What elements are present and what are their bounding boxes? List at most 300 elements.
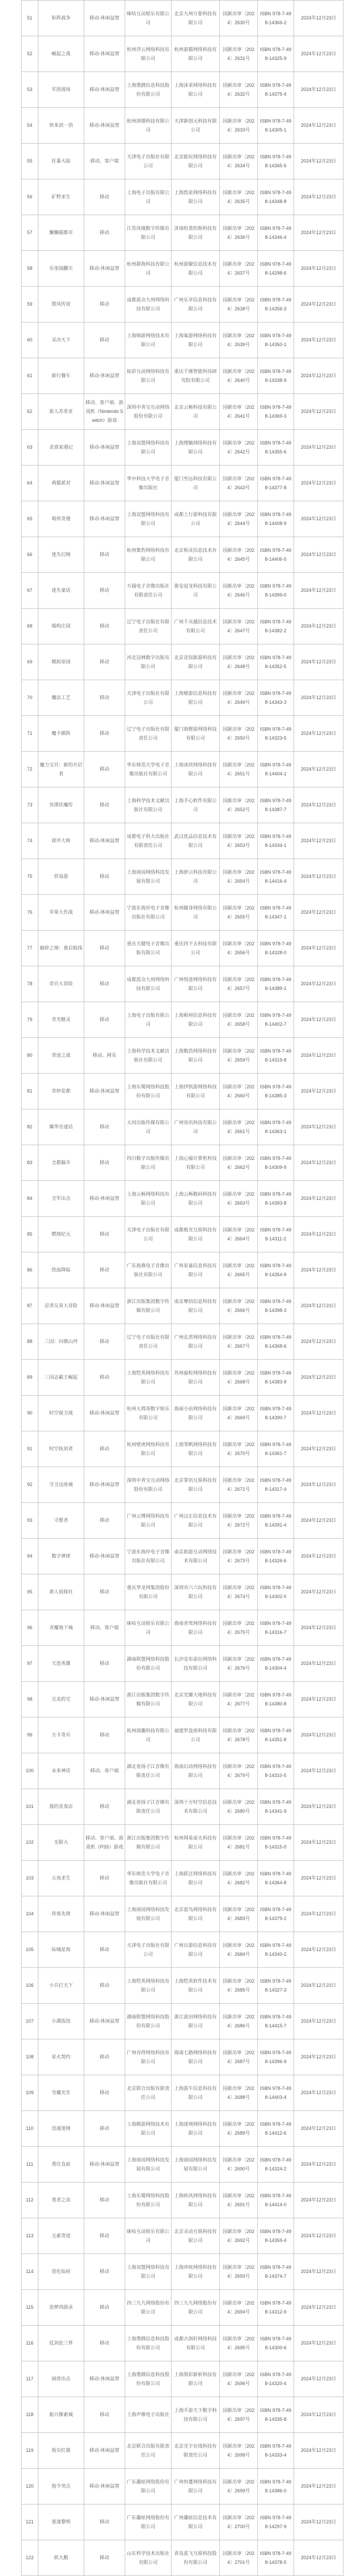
cell-approval-date: 2024年12月23日 (294, 394, 344, 430)
cell-index: 88 (22, 1324, 38, 1360)
cell-publisher: 上海鹤游网络技术有限公司 (125, 2111, 172, 2147)
cell-publisher: 上海声像电子出版社 (125, 2397, 172, 2433)
cell-publisher: 广东海燕电子音像出版社有限公司 (125, 1252, 172, 1288)
cell-isbn: ISBN 978-7-498-14340-2 (258, 1932, 294, 1968)
cell-approval-date: 2024年12月23日 (294, 1646, 344, 1682)
cell-publisher: 浙江出版集团数字传媒有限公司 (125, 1825, 172, 1861)
cell-isbn: ISBN 978-7-498-14375-4 (258, 72, 294, 108)
cell-game-name: 狂暴大陆 (38, 144, 84, 179)
cell-game-name: 美食家漫记 (38, 430, 84, 466)
cell-publisher: 广东趣炫网络股份有限公司 (125, 2504, 172, 2540)
cell-index: 72 (22, 752, 38, 787)
cell-publisher: 上海商国网络科技发展有限公司 (125, 859, 172, 895)
cell-game-name: 指尖红娘 (38, 2433, 84, 2469)
cell-isbn: ISBN 978-7-498-14310-5 (258, 1753, 294, 1789)
cell-isbn: ISBN 978-7-498-14391-4 (258, 1503, 294, 1539)
cell-index: 54 (22, 108, 38, 144)
table-row (22, 1896, 344, 1932)
cell-game-type: 移动 (84, 644, 125, 680)
cell-isbn: ISBN 978-7-498-14320-4 (258, 2361, 294, 2397)
cell-approval-number: 国新出审〔2024〕2675号 (220, 1610, 258, 1646)
cell-approval-number: 国新出审〔2024〕2640号 (220, 358, 258, 394)
cell-operator: 苏州旋粒网络科技有限公司 (172, 1360, 220, 1396)
table-row (22, 1074, 344, 1109)
cell-publisher: 杭州润德科技有限公司 (125, 108, 172, 144)
cell-operator: 北京光耀大地科技有限公司 (172, 1682, 220, 1718)
cell-game-name: 造化仙府 (38, 2254, 84, 2290)
cell-publisher: 重庆天健电子音像出版有限公司 (125, 931, 172, 966)
cell-approval-number: 国新出审〔2024〕2650号 (220, 716, 258, 752)
cell-approval-number: 国新出审〔2024〕2663号 (220, 1181, 258, 1217)
cell-operator: 北京九州万象科技有限公司 (172, 1, 220, 36)
cell-operator: 长沙安布雷拉网络科技有限公司 (172, 1646, 220, 1682)
cell-isbn: ISBN 978-7-498-14393-8 (258, 1181, 294, 1217)
cell-publisher: 天津电子出版社有限公司 (125, 144, 172, 179)
cell-game-type: 移动 (84, 287, 125, 322)
cell-approval-number: 国新出审〔2024〕2673号 (220, 1539, 258, 1574)
cell-index: 115 (22, 2290, 38, 2326)
cell-index: 112 (22, 2183, 38, 2218)
cell-game-name: 萌侠奇遇 (38, 501, 84, 537)
cell-game-name: 热血降临 (38, 1252, 84, 1288)
cell-publisher: 四川数字出版传媒有限公司 (125, 1145, 172, 1181)
cell-approval-date: 2024年12月23日 (294, 966, 344, 1002)
cell-operator: 广州容讯科技有限公司 (172, 1109, 220, 1145)
cell-publisher: 方圆电子音像出版社有限责任公司 (125, 573, 172, 609)
cell-operator: 上海游牛信息科技有限公司 (172, 2075, 220, 2111)
cell-publisher: 成都蓝众九州网络科技有限公司 (125, 287, 172, 322)
cell-approval-date: 2024年12月23日 (294, 895, 344, 931)
cell-publisher: 杭州浮云网络科技有限公司 (125, 36, 172, 72)
cell-publisher: 大同出版传媒有限公司 (125, 1109, 172, 1145)
cell-game-type: 移动 (84, 2397, 125, 2433)
cell-approval-date: 2024年12月23日 (294, 1718, 344, 1753)
cell-index: 95 (22, 1574, 38, 1610)
cell-operator: 重庆四下去科技有限公司 (172, 931, 220, 966)
cell-game-type: 移动-休闲益智 (84, 1074, 125, 1109)
cell-isbn: ISBN 978-7-498-14351-8 (258, 1718, 294, 1753)
cell-isbn: ISBN 978-7-498-14348-8 (258, 179, 294, 215)
cell-index: 80 (22, 1038, 38, 1074)
cell-approval-number: 国新出审〔2024〕2680号 (220, 1789, 258, 1825)
cell-approval-number: 国新出审〔2024〕2660号 (220, 1074, 258, 1109)
cell-isbn: ISBN 978-7-498-14402-7 (258, 1002, 294, 1038)
cell-isbn: ISBN 978-7-498-14361-7 (258, 1431, 294, 1467)
cell-isbn: ISBN 978-7-498-14323-5 (258, 716, 294, 752)
cell-game-name: 燃烧纪元 (38, 1217, 84, 1252)
cell-isbn: ISBN 978-7-498-14416-4 (258, 859, 294, 895)
cell-game-name: 奇兵大冒险 (38, 966, 84, 1002)
table-row (22, 72, 344, 108)
cell-operator: 广州恒蔓网络科技有限公司 (172, 2469, 220, 2504)
table-row (22, 36, 344, 72)
cell-isbn: ISBN 978-7-498-14364-8 (258, 1861, 294, 1896)
cell-approval-number: 国新出审〔2024〕2701号 (220, 2540, 258, 2576)
cell-index: 102 (22, 1825, 38, 1861)
cell-operator: 杭州游猫网络科技有限公司 (172, 36, 220, 72)
cell-game-type: 移动-休闲益智 (84, 36, 125, 72)
cell-operator: 上海恺英软件技术有限公司 (172, 1968, 220, 2004)
cell-game-name: 数字弹球 (38, 1539, 84, 1574)
cell-game-type: 移动 (84, 2218, 125, 2254)
table-row (22, 1646, 344, 1682)
cell-game-name: 模拟帝国 (38, 644, 84, 680)
table-row (22, 1610, 344, 1646)
cell-approval-date: 2024年12月23日 (294, 752, 344, 787)
cell-approval-date: 2024年12月23日 (294, 287, 344, 322)
approval-table (21, 0, 344, 2576)
cell-game-name: 旅行餐车 (38, 358, 84, 394)
cell-approval-number: 国新出审〔2024〕2686号 (220, 2004, 258, 2039)
cell-operator: 福建罗盘座科技有限公司 (172, 1718, 220, 1753)
table-row (22, 644, 344, 680)
cell-operator: 北京蓝鸟网络科技有限公司 (172, 1896, 220, 1932)
cell-operator: 广州趣炫信息技术有限公司 (172, 2504, 220, 2540)
cell-index: 89 (22, 1360, 38, 1396)
cell-index: 52 (22, 36, 38, 72)
cell-publisher: 上海科学技术文献出版社有限公司 (125, 1038, 172, 1074)
cell-publisher: 杭州大拇哥数字娱乐有限公司 (125, 1396, 172, 1431)
cell-game-name: 崛起之战 (38, 36, 84, 72)
cell-game-type: 移动-休闲益智 (84, 466, 125, 501)
cell-operator: 济南哈莫哈斯科技有限公司 (172, 215, 220, 251)
cell-index: 74 (22, 823, 38, 859)
cell-approval-date: 2024年12月23日 (294, 609, 344, 644)
cell-game-name: 勇者之岛 (38, 2183, 84, 2218)
cell-game-name: 全军出击 (38, 1181, 84, 1217)
cell-publisher: 江苏凤凰数字传媒有限公司 (125, 215, 172, 251)
table-row (22, 2540, 344, 2576)
cell-approval-number: 国新出审〔2024〕2635号 (220, 179, 258, 215)
cell-operator: 成都上行游科技有限公司 (172, 501, 220, 537)
cell-isbn: ISBN 978-7-498-14311-2 (258, 1217, 294, 1252)
cell-game-name: 灵决天下 (38, 322, 84, 358)
cell-isbn: ISBN 978-7-498-14300-6 (258, 2326, 294, 2361)
cell-index: 91 (22, 1431, 38, 1467)
cell-operator: 深圳十方时空信息技术有限公司 (172, 1789, 220, 1825)
cell-publisher: 湖南联盟网络科技股份有限公司 (125, 2004, 172, 2039)
cell-game-name: 排序大师 (38, 823, 84, 859)
cell-approval-date: 2024年12月23日 (294, 2397, 344, 2433)
cell-game-name: 时空执剑者 (38, 1431, 84, 1467)
cell-approval-number: 国新出审〔2024〕2678号 (220, 1718, 258, 1753)
cell-approval-date: 2024年12月23日 (294, 358, 344, 394)
cell-publisher: 四三九九网络股份有限公司 (125, 2290, 172, 2326)
cell-approval-date: 2024年12月23日 (294, 1109, 344, 1145)
cell-publisher: 上海墨鹍信息科技股份有限公司 (125, 2361, 172, 2397)
cell-publisher: 宁波东海岸电子音像出版社有限公司 (125, 895, 172, 931)
cell-game-name: 抓大鹅 (38, 2540, 84, 2576)
cell-game-name: 苹果大作战 (38, 895, 84, 931)
table-row (22, 2147, 344, 2183)
cell-game-name: 贸易游 (38, 859, 84, 895)
table-row (22, 931, 344, 966)
cell-game-type: 移动 (84, 1360, 125, 1396)
cell-operator: 北京光宇在线科技有限责任公司 (172, 2433, 220, 2469)
cell-game-type: 移动 (84, 1646, 125, 1682)
cell-index: 73 (22, 787, 38, 823)
cell-index: 113 (22, 2218, 38, 2254)
cell-approval-date: 2024年12月23日 (294, 1396, 344, 1431)
cell-approval-date: 2024年12月23日 (294, 144, 344, 179)
cell-publisher: 上海商国网络科技发展有限公司 (125, 1896, 172, 1932)
cell-approval-date: 2024年12月23日 (294, 573, 344, 609)
cell-publisher: 上海恺英网络科技有限公司 (125, 1360, 172, 1396)
cell-index: 75 (22, 859, 38, 895)
cell-approval-number: 国新出审〔2024〕2682号 (220, 1861, 258, 1896)
cell-game-type: 移动-休闲益智 (84, 823, 125, 859)
cell-approval-date: 2024年12月23日 (294, 1574, 344, 1610)
cell-approval-number: 国新出审〔2024〕2690号 (220, 2147, 258, 2183)
cell-game-name: 快来消一消 (38, 108, 84, 144)
cell-game-type: 移动 (84, 322, 125, 358)
cell-approval-number: 国新出审〔2024〕2652号 (220, 787, 258, 823)
cell-publisher: 炫彩互动网络科技有限公司 (125, 358, 172, 394)
cell-approval-date: 2024年12月23日 (294, 1360, 344, 1396)
cell-game-name: 迷失童话 (38, 573, 84, 609)
cell-operator: 广州千众越信息技术有限公司 (172, 609, 220, 644)
cell-game-name: 奇妙花都 (38, 1074, 84, 1109)
cell-index: 110 (22, 2111, 38, 2147)
cell-game-name: 元素奇迹 (38, 2218, 84, 2254)
cell-publisher: 上海乐蜀网络科技股份有限公司 (125, 2183, 172, 2218)
table-row (22, 2433, 344, 2469)
cell-operator: 北京柏灵信息技术有限公司 (172, 537, 220, 573)
cell-operator: 广州乐享信息科技有限公司 (172, 287, 220, 322)
cell-publisher: 上海云畅网络科技有限公司 (125, 1181, 172, 1217)
cell-game-name: 时空保卫战 (38, 1396, 84, 1431)
table-row (22, 501, 344, 537)
cell-game-name: 无限大 (38, 1825, 84, 1861)
cell-publisher: 华东师范大学电子音像出版社有限公司 (125, 1861, 172, 1896)
cell-approval-date: 2024年12月23日 (294, 1932, 344, 1968)
cell-approval-date: 2024年12月23日 (294, 537, 344, 573)
cell-isbn: ISBN 978-7-498-14335-8 (258, 2397, 294, 2433)
cell-approval-date: 2024年12月23日 (294, 716, 344, 752)
cell-isbn: ISBN 978-7-498-14366-2 (258, 1, 294, 36)
cell-approval-number: 国新出审〔2024〕2671号 (220, 1467, 258, 1503)
cell-index: 104 (22, 1896, 38, 1932)
cell-index: 109 (22, 2075, 38, 2111)
cell-approval-number: 国新出审〔2024〕2662号 (220, 1145, 258, 1181)
cell-approval-number: 国新出审〔2024〕2632号 (220, 72, 258, 108)
cell-isbn: ISBN 978-7-498-14398-3 (258, 1288, 294, 1324)
cell-approval-date: 2024年12月23日 (294, 1753, 344, 1789)
cell-game-type: 移动 (84, 1789, 125, 1825)
cell-game-type: 移动 (84, 1324, 125, 1360)
cell-approval-number: 国新出审〔2024〕2649号 (220, 680, 258, 716)
cell-approval-date: 2024年12月23日 (294, 2326, 344, 2361)
table-row (22, 1360, 344, 1396)
table-row (22, 680, 344, 716)
cell-operator: 上海云畅数码科技有限公司 (172, 1181, 220, 1217)
cell-index: 86 (22, 1252, 38, 1288)
cell-game-type: 移动 (84, 1109, 125, 1145)
cell-publisher: 河北冠林数字出版有限公司 (125, 644, 172, 680)
cell-game-name: 魔卡棋阵 (38, 716, 84, 752)
table-row (22, 1038, 344, 1074)
cell-approval-date: 2024年12月23日 (294, 1789, 344, 1825)
cell-operator: 南京摩佰信息科技有限公司 (172, 1288, 220, 1324)
cell-game-name: 星火契约 (38, 2039, 84, 2075)
cell-game-name: 迅速迷境 (38, 2111, 84, 2147)
table-row (22, 2504, 344, 2540)
cell-game-type: 移动、网页 (84, 1038, 125, 1074)
table-row (22, 179, 344, 215)
cell-approval-number: 国新出审〔2024〕2658号 (220, 1002, 258, 1038)
cell-game-type: 移动 (84, 752, 125, 787)
cell-publisher: 天津电子出版社有限公司 (125, 1932, 172, 1968)
cell-game-type: 移动 (84, 1932, 125, 1968)
cell-approval-number: 国新出审〔2024〕2659号 (220, 1038, 258, 1074)
cell-approval-date: 2024年12月23日 (294, 2004, 344, 2039)
cell-operator: 海南小站网络科技有限公司 (172, 1396, 220, 1431)
table-row (22, 2361, 344, 2397)
cell-index: 96 (22, 1610, 38, 1646)
cell-isbn: ISBN 978-7-498-14359-4 (258, 2218, 294, 2254)
cell-approval-date: 2024年12月23日 (294, 1610, 344, 1646)
cell-isbn: ISBN 978-7-498-14325-9 (258, 36, 294, 72)
approval-list-page (21, 0, 343, 2576)
table-row (22, 1, 344, 36)
table-row (22, 1682, 344, 1718)
cell-isbn: ISBN 978-7-498-14333-4 (258, 2433, 294, 2469)
cell-approval-date: 2024年12月23日 (294, 2254, 344, 2290)
cell-publisher: 宁波东海岸电子音像出版社有限公司 (125, 1539, 172, 1574)
table-row (22, 1932, 344, 1968)
cell-isbn: ISBN 978-7-498-14347-1 (258, 895, 294, 931)
cell-operator: 北京灵动互娱科技有限公司 (172, 2218, 220, 2254)
table-row (22, 2039, 344, 2075)
cell-approval-number: 国新出审〔2024〕2642号 (220, 430, 258, 466)
cell-approval-number: 国新出审〔2024〕2699号 (220, 2469, 258, 2504)
cell-game-type: 移动、客户端、游戏机（PS5）游戏 (84, 1825, 125, 1861)
cell-operator: 广州百游信息科技有限公司 (172, 1932, 220, 1968)
cell-game-name: 三国：问鼎山河 (38, 1324, 84, 1360)
cell-isbn: ISBN 978-7-498-14399-0 (258, 573, 294, 609)
cell-index: 82 (22, 1109, 38, 1145)
cell-isbn: ISBN 978-7-498-14415-7 (258, 2004, 294, 2039)
cell-game-type: 移动-休闲益智 (84, 358, 125, 394)
cell-game-name: 军团战场 (38, 72, 84, 108)
cell-game-name: 雪藏光年 (38, 2075, 84, 2111)
cell-publisher: 上海科学技术文献出版社有限公司 (125, 787, 172, 823)
cell-index: 65 (22, 501, 38, 537)
cell-approval-date: 2024年12月23日 (294, 859, 344, 895)
cell-isbn: ISBN 978-7-498-14324-2 (258, 2147, 294, 2183)
cell-approval-date: 2024年12月23日 (294, 2540, 344, 2576)
cell-index: 53 (22, 72, 38, 108)
cell-isbn: ISBN 978-7-498-14304-4 (258, 1646, 294, 1682)
cell-index: 92 (22, 1467, 38, 1503)
cell-isbn: ISBN 978-7-498-14309-9 (258, 1145, 294, 1181)
cell-game-type: 移动-休闲益智 (84, 2147, 125, 2183)
cell-publisher: 深圳中青宝互动网络股份有限公司 (125, 394, 172, 430)
cell-publisher: 杭州壁虎网络科技有限公司 (125, 1431, 172, 1467)
cell-publisher: 北京联合出版有限责任公司 (125, 2433, 172, 2469)
cell-operator: 厦门至远科技有限公司 (172, 466, 220, 501)
cell-approval-date: 2024年12月23日 (294, 1252, 344, 1288)
cell-approval-date: 2024年12月23日 (294, 215, 344, 251)
table-row (22, 823, 344, 859)
cell-operator: 上海拼云科技有限公司 (172, 859, 220, 895)
cell-approval-number: 国新出审〔2024〕2656号 (220, 931, 258, 966)
cell-game-type: 移动 (84, 2290, 125, 2326)
cell-index: 93 (22, 1503, 38, 1539)
cell-approval-date: 2024年12月23日 (294, 1682, 344, 1718)
cell-approval-number: 国新出审〔2024〕2692号 (220, 2218, 258, 2254)
cell-game-name: 重逢黎明 (38, 2504, 84, 2540)
cell-isbn: ISBN 978-7-498-14341-9 (258, 1789, 294, 1825)
cell-game-type: 移动-休闲益智 (84, 108, 125, 144)
table-row (22, 2254, 344, 2290)
cell-operator: 淮安追龙科技有限公司 (172, 573, 220, 609)
cell-approval-date: 2024年12月23日 (294, 1968, 344, 2004)
cell-game-name: 魔法工艺 (38, 680, 84, 716)
cell-isbn: ISBN 978-7-498-14396-9 (258, 2039, 294, 2075)
table-row (22, 895, 344, 931)
cell-approval-date: 2024年12月23日 (294, 1074, 344, 1109)
cell-approval-number: 国新出审〔2024〕2631号 (220, 36, 258, 72)
cell-publisher: 上海锦游网络技术有限公司 (125, 322, 172, 358)
cell-publisher: 辽宁电子出版社有限责任公司 (125, 716, 172, 752)
cell-publisher: 上海墨鹍信息科技股份有限公司 (125, 2326, 172, 2361)
cell-approval-date: 2024年12月23日 (294, 644, 344, 680)
cell-index: 68 (22, 609, 38, 644)
cell-approval-date: 2024年12月23日 (294, 1539, 344, 1574)
table-row (22, 1539, 344, 1574)
cell-publisher: 湖南联盟网络科技股份有限公司 (125, 1646, 172, 1682)
cell-game-type: 移动-休闲益智 (84, 501, 125, 537)
cell-index: 111 (22, 2147, 38, 2183)
cell-approval-date: 2024年12月23日 (294, 36, 344, 72)
cell-approval-date: 2024年12月23日 (294, 2039, 344, 2075)
cell-publisher: 上海双盟网络科技有限公司 (125, 501, 172, 537)
cell-publisher: 湖北省扬子江音像有限责任公司 (125, 1789, 172, 1825)
cell-publisher: 成都电子科大出版社有限责任公司 (125, 823, 172, 859)
cell-operator: 广州星嘉信息科技有限公司 (172, 1252, 220, 1288)
table-row (22, 1718, 344, 1753)
cell-operator: 上海悠星网络科技有限公司 (172, 179, 220, 215)
table-row (22, 2397, 344, 2433)
cell-game-name: 矿野求生 (38, 179, 84, 215)
cell-game-name: 喵呜庄园 (38, 609, 84, 644)
cell-game-type: 移动 (84, 1217, 125, 1252)
cell-game-type: 移动-休闲益智 (84, 72, 125, 108)
cell-isbn: ISBN 978-7-498-14302-0 (258, 1574, 294, 1610)
cell-approval-date: 2024年12月23日 (294, 931, 344, 966)
cell-game-type: 移动-休闲益智 (84, 2004, 125, 2039)
cell-isbn: ISBN 978-7-498-14305-1 (258, 108, 294, 144)
cell-publisher: 杭州润趣科技有限公司 (125, 1718, 172, 1753)
cell-operator: 浙江波田网络科技有限公司 (172, 2004, 220, 2039)
cell-game-type: 移动、客户端 (84, 1610, 125, 1646)
cell-index: 62 (22, 394, 38, 430)
cell-game-name: 万卡奇兵 (38, 1718, 84, 1753)
table-row (22, 358, 344, 394)
cell-game-name: 奇迹之战 (38, 1038, 84, 1074)
cell-isbn: ISBN 978-7-498-14382-2 (258, 609, 294, 644)
cell-publisher: 浙江出版集团数字传媒有限公司 (125, 1288, 172, 1324)
cell-approval-date: 2024年12月23日 (294, 2075, 344, 2111)
cell-isbn: ISBN 978-7-498-14356-3 (258, 287, 294, 322)
table-row (22, 2004, 344, 2039)
cell-game-name: 忍者兄弟大冒险 (38, 1288, 84, 1324)
cell-isbn: ISBN 978-7-498-14343-3 (258, 680, 294, 716)
cell-game-name: 守卫这座城 (38, 1467, 84, 1503)
cell-index: 61 (22, 358, 38, 394)
cell-approval-number: 国新出审〔2024〕2674号 (220, 1574, 258, 1610)
